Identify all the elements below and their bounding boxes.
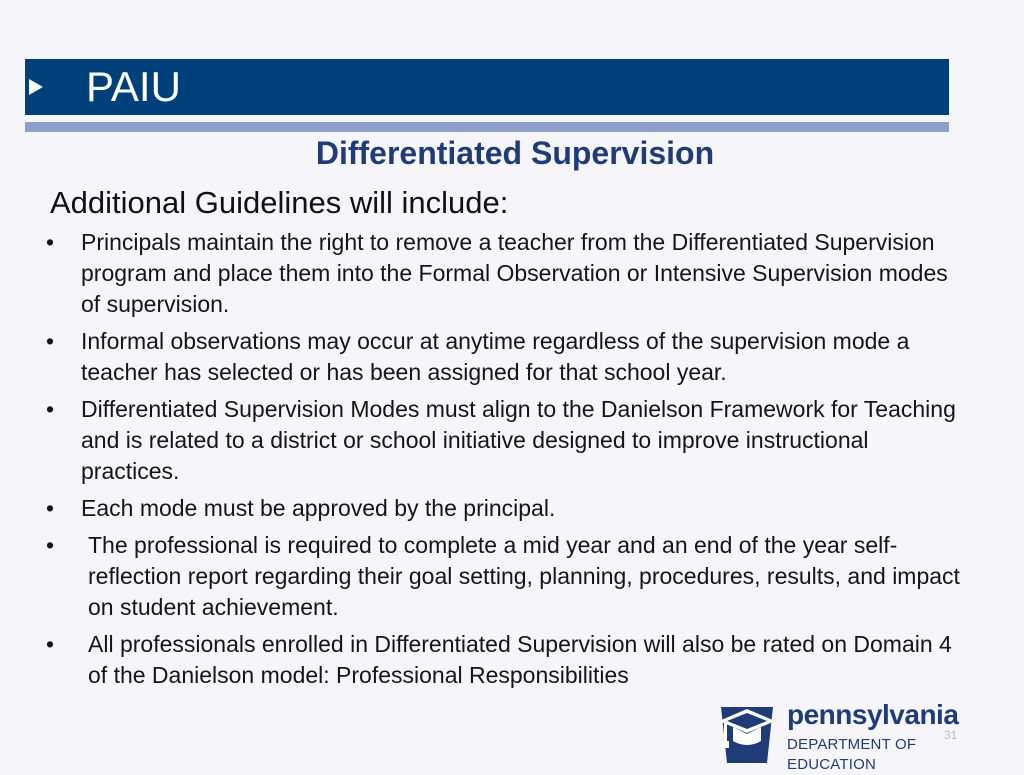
bullet-icon: •: [46, 532, 55, 558]
arrow-icon: [29, 79, 43, 95]
list-item: [40, 326, 970, 388]
bullet-icon: •: [46, 229, 55, 255]
bullet-icon: •: [46, 396, 55, 422]
header-divider: [25, 122, 949, 132]
keystone-graduation-cap-icon: [715, 697, 779, 765]
bullet-icon: •: [46, 328, 55, 354]
list-item: [40, 530, 970, 623]
intro-heading: Additional Guidelines will include:: [50, 185, 509, 220]
list-item: [40, 227, 970, 320]
logo-name: pennsylvania: [787, 699, 959, 730]
list-item-text: All professionals enrolled in Differentiated Supervision will also be rated on Domain 4 of the Danielson model: Professional Responsibilities: [88, 631, 952, 688]
bullet-icon: •: [46, 495, 55, 521]
slide-subtitle: Differentiated Supervision: [315, 135, 715, 171]
list-item-text: Principals maintain the right to remove a teacher from the Differentiated Supervision program and place them into the Formal Observation or Intensive Supervision modes of supervision.: [81, 229, 948, 317]
list-item: [40, 629, 970, 691]
list-item-text: Differentiated Supervision Modes must align to the Danielson Framework for Teaching and is related to a district or school initiative designed to improve instructional practices.: [81, 396, 956, 484]
guidelines-list: [40, 227, 970, 697]
list-item-text: The professional is required to complete a mid year and an end of the year self-reflection report regarding their goal setting, planning, procedures, results, and impact on student achievement.: [88, 532, 960, 620]
slide-header-title: PAIU: [86, 63, 181, 110]
list-item-text: Each mode must be approved by the principal.: [81, 495, 556, 521]
bullet-icon: •: [46, 631, 55, 657]
list-item: [40, 493, 970, 524]
list-item-text: Informal observations may occur at anytime regardless of the supervision mode a teacher has selected or has been assigned for that school year.: [81, 328, 910, 385]
logo-department: DEPARTMENT OF EDUCATION: [787, 736, 917, 773]
page-number: 31: [944, 728, 958, 742]
list-item: [40, 394, 970, 487]
